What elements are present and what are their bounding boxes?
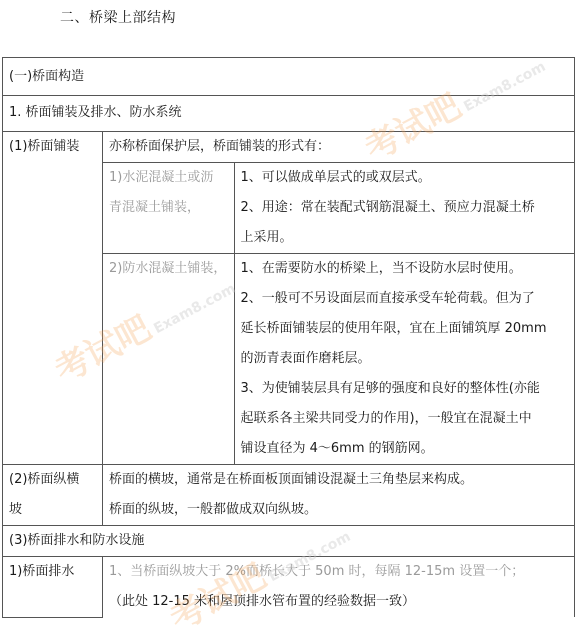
type-desc-line: 的沥青表面作磨耗层。 [240, 351, 371, 366]
watermark-text: 吧 [108, 308, 158, 360]
pavement-type-row [103, 163, 575, 254]
pavement-label: (1)桥面铺装 [9, 139, 80, 154]
type-name-line: 青混凝土铺装， [109, 200, 201, 215]
section-3-title: (3)桥面排水和防水设施 [9, 533, 145, 548]
type-desc-line: 1、可以做成单层式的或双层式。 [240, 170, 431, 185]
pavement-intro: 亦称桥面保护层，桥面铺装的形式有： [109, 139, 331, 154]
pavement-type-name-cell [103, 163, 234, 254]
type-desc-line: 3、为使铺装层具有足够的强度和良好的整体性(亦能 [240, 381, 540, 396]
row-pavement [3, 132, 575, 465]
pavement-type-name-cell [103, 254, 234, 465]
slope-desc-cell [103, 465, 575, 526]
slope-desc-line: 桥面的横坡，通常是在桥面板顶面铺设混凝土三角垫层来构成。 [109, 472, 474, 487]
type-desc-line: 起联系各主梁共同受力的作用)，一般宜在混凝土中 [240, 411, 532, 426]
section-1-title: (一)桥面构造 [9, 69, 85, 84]
row-section-1 [3, 58, 575, 96]
section-2-title: 1. 桥面铺装及排水、防水系统 [9, 105, 182, 120]
slope-label-cell [3, 465, 103, 526]
section-1-cell [3, 58, 575, 96]
row-drainage [3, 557, 575, 618]
pavement-type-desc-cell [234, 254, 575, 465]
section-heading: 二、桥梁上部结构 [60, 10, 176, 26]
type-desc-line: 2、一般可不另设面层而直接承受车轮荷载。但为了 [240, 291, 535, 306]
slope-label-line: (2)桥面纵横 [9, 472, 80, 487]
watermark-text: 考试 [163, 572, 243, 640]
pavement-type-row [103, 254, 575, 465]
pavement-content-cell [103, 132, 575, 465]
type-desc-line: 铺设直径为 4～6mm 的钢筋网。 [240, 441, 434, 456]
slope-label-line: 坡 [9, 502, 23, 517]
pavement-label-cell [3, 132, 103, 465]
type-desc-line: 2、用途：常在装配式钢筋混凝土、预应力混凝土桥 [240, 200, 535, 215]
watermark-text: 考试 [48, 324, 128, 392]
drainage-desc-line: （此处 12-15 米和屋顶排水管布置的经验数据一致） [109, 594, 416, 609]
pavement-types-table [103, 162, 575, 464]
watermark-text: 吧 [223, 556, 273, 608]
section-3-cell [3, 526, 575, 557]
type-desc-line: 延长桥面铺装层的使用年限，宜在上面铺筑厚 20mm [240, 321, 547, 336]
watermark-sub: Exam8.com [266, 528, 354, 586]
drainage-desc-cell [103, 557, 575, 618]
content-table [2, 57, 575, 618]
pavement-type-desc-cell [234, 163, 575, 254]
type-desc-line: 上采用。 [240, 230, 293, 245]
watermark-text: 考试 [358, 102, 438, 170]
watermark-text: 吧 [418, 86, 468, 138]
type-name-line: 2)防水混凝土铺装， [109, 261, 227, 276]
drainage-desc-line: 1、当桥面纵坡大于 2%而桥长大于 50m 时，每隔 12-15m 设置一个； [109, 564, 525, 579]
drainage-label: 1)桥面排水 [9, 564, 75, 579]
type-desc-line: 1、在需要防水的桥梁上，当不设防水层时使用。 [240, 261, 522, 276]
type-name-line: 1)水泥混凝土或沥 [109, 170, 214, 185]
section-2-cell [3, 96, 575, 132]
slope-desc-line: 桥面的纵坡，一般都做成双向纵坡。 [109, 502, 318, 517]
watermark-sub: Exam8.com [151, 280, 239, 338]
watermark-sub: Exam8.com [461, 58, 549, 116]
drainage-label-cell [3, 557, 103, 618]
row-section-2 [3, 96, 575, 132]
row-slope [3, 465, 575, 526]
row-section-3 [3, 526, 575, 557]
